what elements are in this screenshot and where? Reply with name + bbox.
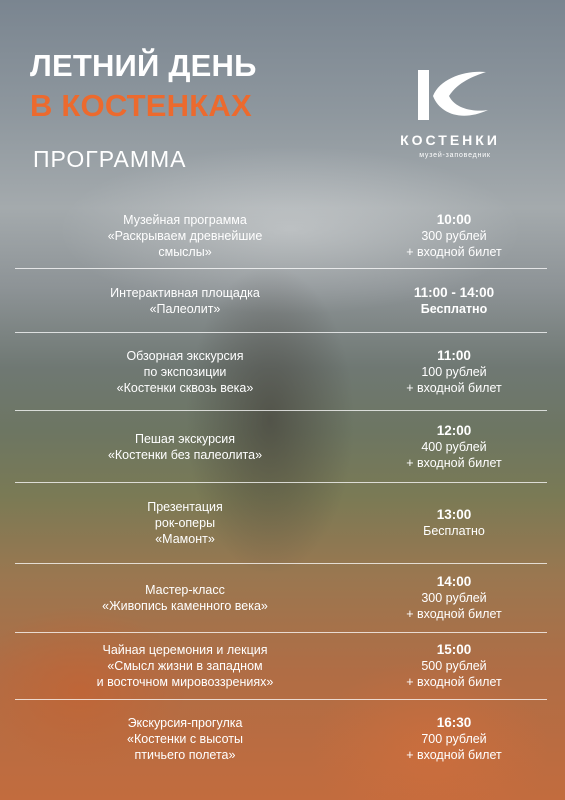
headline: [30, 46, 257, 126]
event-title: [15, 212, 355, 260]
event-title: [15, 582, 355, 614]
event-title: [15, 715, 355, 763]
event-time: 11:00 - 14:00: [413, 284, 495, 300]
event-info: [355, 574, 547, 622]
event-title: [15, 499, 355, 547]
schedule-row: [15, 269, 547, 333]
event-time: 10:00: [436, 211, 472, 227]
event-title-line: Интерактивная площадка: [110, 285, 260, 300]
event-price: Бесплатно: [420, 301, 488, 316]
event-note: + входной билет: [406, 380, 502, 395]
event-title-line: «Мамонт»: [155, 532, 215, 546]
event-time: 16:30: [436, 715, 472, 730]
event-title-line: рок-оперы: [154, 516, 216, 530]
event-info: [355, 715, 547, 763]
event-info: [355, 212, 547, 260]
schedule: [15, 203, 547, 778]
event-price: 100 рублей: [421, 364, 487, 379]
headline-line-2: В КОСТЕНКАХ: [30, 88, 252, 123]
event-price: Бесплатно: [423, 524, 485, 538]
event-title-line: Чайная церемония и лекция: [102, 643, 268, 657]
event-info: [355, 285, 547, 317]
event-title: [15, 642, 355, 690]
event-time: 15:00: [436, 642, 472, 657]
logo-name: КОСТЕНКИ: [400, 132, 500, 148]
event-title-line: «Костенки с высоты: [127, 732, 243, 746]
event-title-line: Экскурсия-прогулка: [127, 716, 243, 730]
schedule-row: [15, 700, 547, 778]
logo: [380, 64, 520, 164]
schedule-row: [15, 633, 547, 700]
event-info: [355, 423, 547, 471]
event-note: + входной билет: [406, 455, 502, 470]
event-title-line: Презентация: [147, 500, 223, 514]
event-price: 300 рублей: [421, 591, 487, 605]
event-note: + входной билет: [406, 748, 502, 762]
event-info: [355, 507, 547, 539]
event-title-line: по экспозиции: [143, 364, 227, 379]
event-note: + входной билет: [406, 244, 502, 259]
event-title-line: «Раскрываем древнейшие: [107, 228, 263, 243]
kostenki-logo-mark-icon: [416, 66, 496, 124]
logo-subtitle: музей-заповедник: [419, 152, 491, 159]
event-title-line: «Костенки без палеолита»: [107, 447, 263, 462]
event-title-line: «Смысл жизни в западном: [107, 659, 263, 673]
event-title-line: Пешая экскурсия: [134, 431, 236, 446]
event-title-line: птичьего полета»: [134, 748, 236, 762]
program-heading: ПРОГРАММА: [33, 146, 187, 172]
event-title: [15, 285, 355, 317]
event-time: 11:00: [437, 347, 471, 363]
event-title: [15, 431, 355, 463]
schedule-row: [15, 203, 547, 269]
event-time: 12:00: [436, 422, 472, 438]
schedule-row: [15, 333, 547, 411]
event-note: + входной билет: [406, 675, 502, 689]
event-price: 700 рублей: [421, 732, 487, 746]
event-time: 13:00: [436, 507, 472, 522]
event-price: 400 рублей: [421, 439, 487, 454]
event-info: [355, 642, 547, 690]
event-title-line: «Палеолит»: [149, 301, 221, 316]
event-info: [355, 348, 547, 396]
event-title-line: смыслы»: [158, 244, 212, 259]
event-title-line: «Живопись каменного века»: [102, 599, 268, 613]
event-note: + входной билет: [406, 607, 502, 621]
event-price: 500 рублей: [421, 659, 487, 673]
schedule-row: [15, 564, 547, 633]
event-title-line: Обзорная экскурсия: [126, 348, 244, 363]
event-title-line: и восточном мировоззрениях»: [96, 675, 274, 689]
event-title: [15, 348, 355, 396]
event-title-line: Мастер-класс: [145, 583, 225, 597]
event-price: 300 рублей: [421, 228, 487, 243]
schedule-row: [15, 483, 547, 564]
event-title-line: «Костенки сквозь века»: [116, 380, 254, 395]
event-title-line: Музейная программа: [123, 212, 247, 227]
schedule-row: [15, 411, 547, 483]
event-time: 14:00: [436, 574, 472, 589]
headline-line-1: ЛЕТНИЙ ДЕНЬ: [30, 48, 257, 83]
